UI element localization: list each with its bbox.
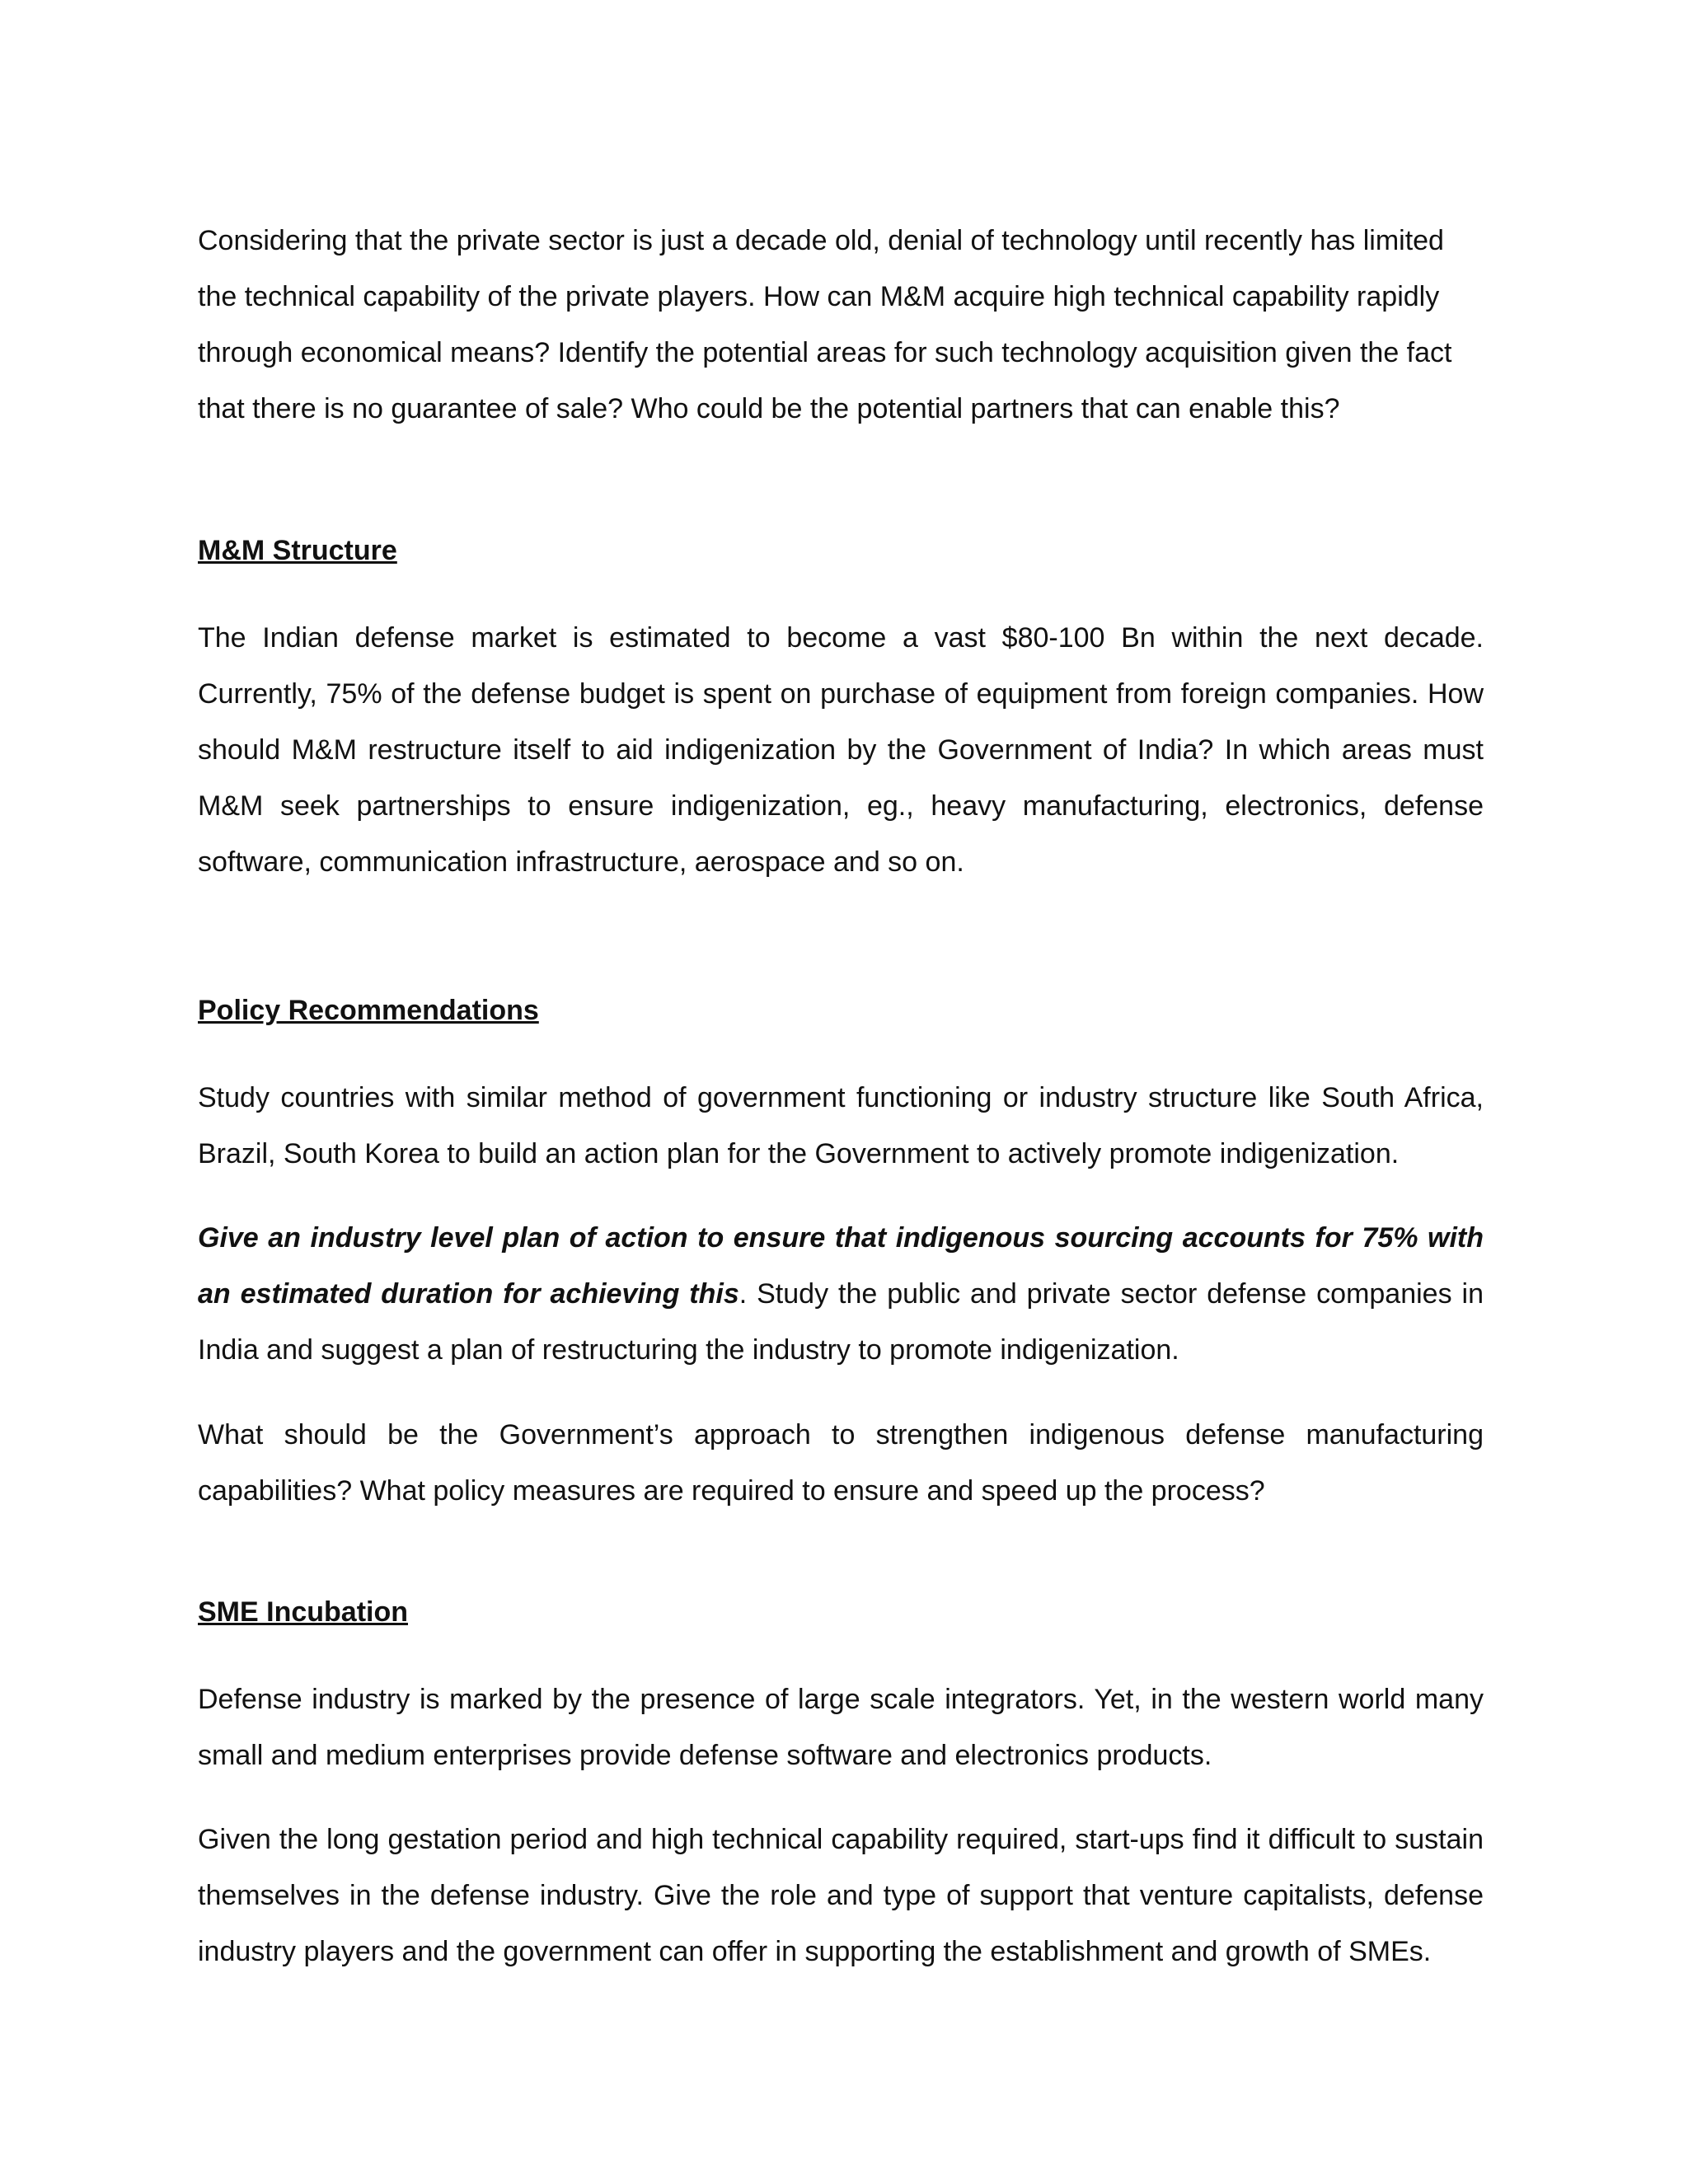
policy-paragraph-2 [198, 1210, 1484, 1378]
policy-paragraph-2-rest: . Study the public and private sector defense companies in India and suggest a plan of restructuring the industry to promote indigenization. [198, 1278, 1484, 1366]
mm-structure-paragraph: The Indian defense market is estimated to become a vast $80-100 Bn within the next decade. Currently, 75% of the defense budget is spent on purchase of equipment from foreign companies. How should M&M restructure itself to aid indigenization by the Government of India? In which areas must M&M seek partnerships to ensure indigenization, eg., heavy manufacturing, electronics, defense software, communication infrastructure, aerospace and so on. [198, 622, 1484, 878]
policy-paragraph-3: What should be the Government’s approach to strengthen indigenous defense manufacturing capabilities? What policy measures are required to ensure and speed up the process? [198, 1419, 1484, 1507]
policy-paragraph-1: Study countries with similar method of government functioning or industry structure like South Africa, Brazil, South Korea to build an action plan for the Government to actively promote indigenization. [198, 1082, 1484, 1169]
sme-incubation-heading: SME Incubation [198, 1596, 408, 1628]
sme-paragraph-1: Defense industry is marked by the presence of large scale integrators. Yet, in the western world many small and medium enterprises provide defense software and electronics products. [198, 1684, 1484, 1771]
policy-recommendations-heading: Policy Recommendations [198, 995, 539, 1026]
document-page [198, 0, 1484, 2184]
policy-paragraph-2-emphasis: Give an industry level plan of action to ensure that indigenous sourcing accounts for 75% with an estimated duration for achieving this [198, 1222, 1484, 1310]
intro-paragraph: Considering that the private sector is just a decade old, denial of technology until recently has limited the technical capability of the private players. How can M&M acquire high technical capability rapidly through economical means? Identify the potential areas for such technology acquisition given the fact that there is no guarantee of sale? Who could be the potential partners that can enable this? [198, 225, 1452, 424]
mm-structure-heading: M&M Structure [198, 535, 397, 566]
sme-paragraph-2: Given the long gestation period and high technical capability required, start-ups find it difficult to sustain themselves in the defense industry. Give the role and type of support that venture capitalists, defense industry players and the government can offer in supporting the establishment and growth of SMEs. [198, 1824, 1484, 1967]
